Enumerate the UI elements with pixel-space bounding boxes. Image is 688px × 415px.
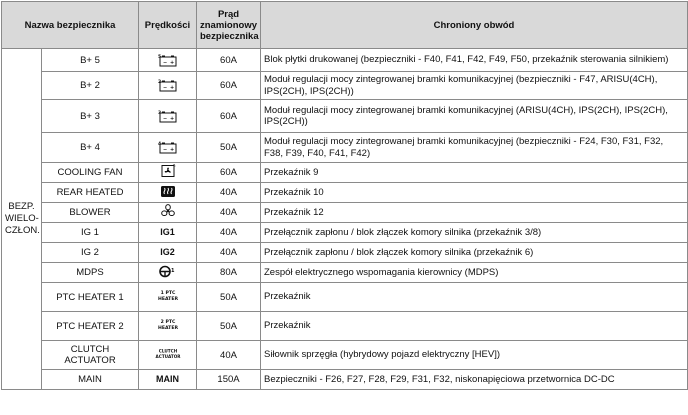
ptc-heater-icon <box>139 283 197 312</box>
svg-text:−: − <box>162 85 167 91</box>
table-row <box>2 223 688 243</box>
fuse-rating: 80A <box>197 263 261 283</box>
svg-text:3: 3 <box>157 110 161 116</box>
protected-circuit: Przekaźnik <box>261 283 688 312</box>
fuse-name: BLOWER <box>42 203 139 223</box>
fuse-name: B+ 3 <box>42 100 139 133</box>
header-row <box>2 2 688 49</box>
svg-text:2 PTC: 2 PTC <box>160 319 175 325</box>
table-row <box>2 341 688 370</box>
svg-text:1: 1 <box>170 267 174 274</box>
group-label: BEZP. WIELO-CZŁON. <box>2 49 42 390</box>
protected-circuit: Moduł regulacji mocy zintegrowanej bramki komunikacyjnej (bezpieczniki - F47, ARISU(4CH), IPS(2CH), IPS(2CH)) <box>261 72 688 100</box>
fuse-name: CLUTCH ACTUATOR <box>42 341 139 370</box>
ptc-heater-icon <box>139 312 197 341</box>
svg-text:−: − <box>162 59 167 66</box>
ig1-icon: IG1 <box>139 223 197 243</box>
main-icon: MAIN <box>139 370 197 390</box>
table-row <box>2 312 688 341</box>
fuse-name: B+ 4 <box>42 133 139 163</box>
fuse-table <box>1 1 688 390</box>
fuse-rating: 40A <box>197 341 261 370</box>
fuse-rating: 40A <box>197 243 261 263</box>
protected-circuit: Zespół elektrycznego wspomagania kierownicy (MDPS) <box>261 263 688 283</box>
fuse-rating: 40A <box>197 203 261 223</box>
battery-icon <box>139 100 197 133</box>
protected-circuit: Siłownik sprzęgła (hybrydowy pojazd elektryczny [HEV]) <box>261 341 688 370</box>
svg-text:−: − <box>162 115 167 122</box>
table-row <box>2 283 688 312</box>
fuse-name: IG 2 <box>42 243 139 263</box>
svg-text:+: + <box>169 115 174 122</box>
table-row <box>2 203 688 223</box>
protected-circuit: Przekaźnik 10 <box>261 183 688 203</box>
fuse-rating: 40A <box>197 183 261 203</box>
fuse-name: B+ 2 <box>42 72 139 100</box>
table-row <box>2 370 688 390</box>
protected-circuit: Przekaźnik <box>261 312 688 341</box>
table-row <box>2 49 688 72</box>
svg-text:1 PTC: 1 PTC <box>160 290 175 296</box>
protected-circuit: Bezpieczniki - F26, F27, F28, F29, F31, F32, niskonapięciowa przetwornica DC-DC <box>261 370 688 390</box>
protected-circuit: Przekaźnik 9 <box>261 163 688 183</box>
table-row <box>2 183 688 203</box>
svg-text:HEATER: HEATER <box>157 325 178 331</box>
cooling-fan-icon <box>139 163 197 183</box>
protected-circuit: Blok płytki drukowanej (bezpieczniki - F40, F41, F42, F49, F50, przekaźnik sterowania silnikiem) <box>261 49 688 72</box>
fuse-name: IG 1 <box>42 223 139 243</box>
fuse-rating: 150A <box>197 370 261 390</box>
fuse-name: PTC HEATER 1 <box>42 283 139 312</box>
svg-text:+: + <box>169 147 174 153</box>
fuse-rating: 50A <box>197 312 261 341</box>
ig2-icon: IG2 <box>139 243 197 263</box>
svg-text:+: + <box>169 59 174 66</box>
table-row <box>2 72 688 100</box>
fuse-name: MAIN <box>42 370 139 390</box>
fuse-rating: 60A <box>197 72 261 100</box>
svg-text:ACTUATOR: ACTUATOR <box>155 353 180 359</box>
svg-text:+: + <box>169 85 174 91</box>
svg-text:4: 4 <box>157 142 161 147</box>
fuse-rating: 40A <box>197 223 261 243</box>
blower-icon <box>139 203 197 223</box>
battery-icon <box>139 133 197 163</box>
protected-circuit: Przełącznik zapłonu / blok złączek komory silnika (przekaźnik 3/8) <box>261 223 688 243</box>
svg-text:5: 5 <box>157 54 161 60</box>
header-symbol: Prędkości <box>139 2 197 49</box>
table-row <box>2 100 688 133</box>
fuse-rating: 60A <box>197 100 261 133</box>
table-row <box>2 263 688 283</box>
protected-circuit: Moduł regulacji mocy zintegrowanej bramki komunikacyjnej (ARISU(4CH), IPS(2CH), IPS(2CH), IPS(2CH)) <box>261 100 688 133</box>
fuse-name: COOLING FAN <box>42 163 139 183</box>
fuse-name: B+ 5 <box>42 49 139 72</box>
table-row <box>2 133 688 163</box>
header-name: Nazwa bezpiecznika <box>2 2 139 49</box>
battery-icon <box>139 72 197 100</box>
header-circuit: Chroniony obwód <box>261 2 688 49</box>
table-row <box>2 243 688 263</box>
fuse-name: MDPS <box>42 263 139 283</box>
fuse-name: PTC HEATER 2 <box>42 312 139 341</box>
header-rating: Prąd znamionowy bezpiecznika <box>197 2 261 49</box>
fuse-rating: 50A <box>197 283 261 312</box>
battery-icon <box>139 49 197 72</box>
table-row <box>2 163 688 183</box>
fuse-rating: 60A <box>197 49 261 72</box>
protected-circuit: Moduł regulacji mocy zintegrowanej bramki komunikacyjnej (bezpieczniki - F24, F30, F31, F32, F38, F39, F40, F41, F42) <box>261 133 688 163</box>
fuse-rating: 60A <box>197 163 261 183</box>
protected-circuit: Przełącznik zapłonu / blok złączek komory silnika (przekaźnik 6) <box>261 243 688 263</box>
rear-heated-icon <box>139 183 197 203</box>
clutch-actuator-icon <box>139 341 197 370</box>
protected-circuit: Przekaźnik 12 <box>261 203 688 223</box>
svg-text:−: − <box>162 147 167 153</box>
steering-icon <box>139 263 197 283</box>
svg-text:2: 2 <box>157 80 161 85</box>
svg-text:CLUTCH: CLUTCH <box>158 348 177 353</box>
svg-text:HEATER: HEATER <box>157 296 178 302</box>
fuse-rating: 50A <box>197 133 261 163</box>
fuse-name: REAR HEATED <box>42 183 139 203</box>
